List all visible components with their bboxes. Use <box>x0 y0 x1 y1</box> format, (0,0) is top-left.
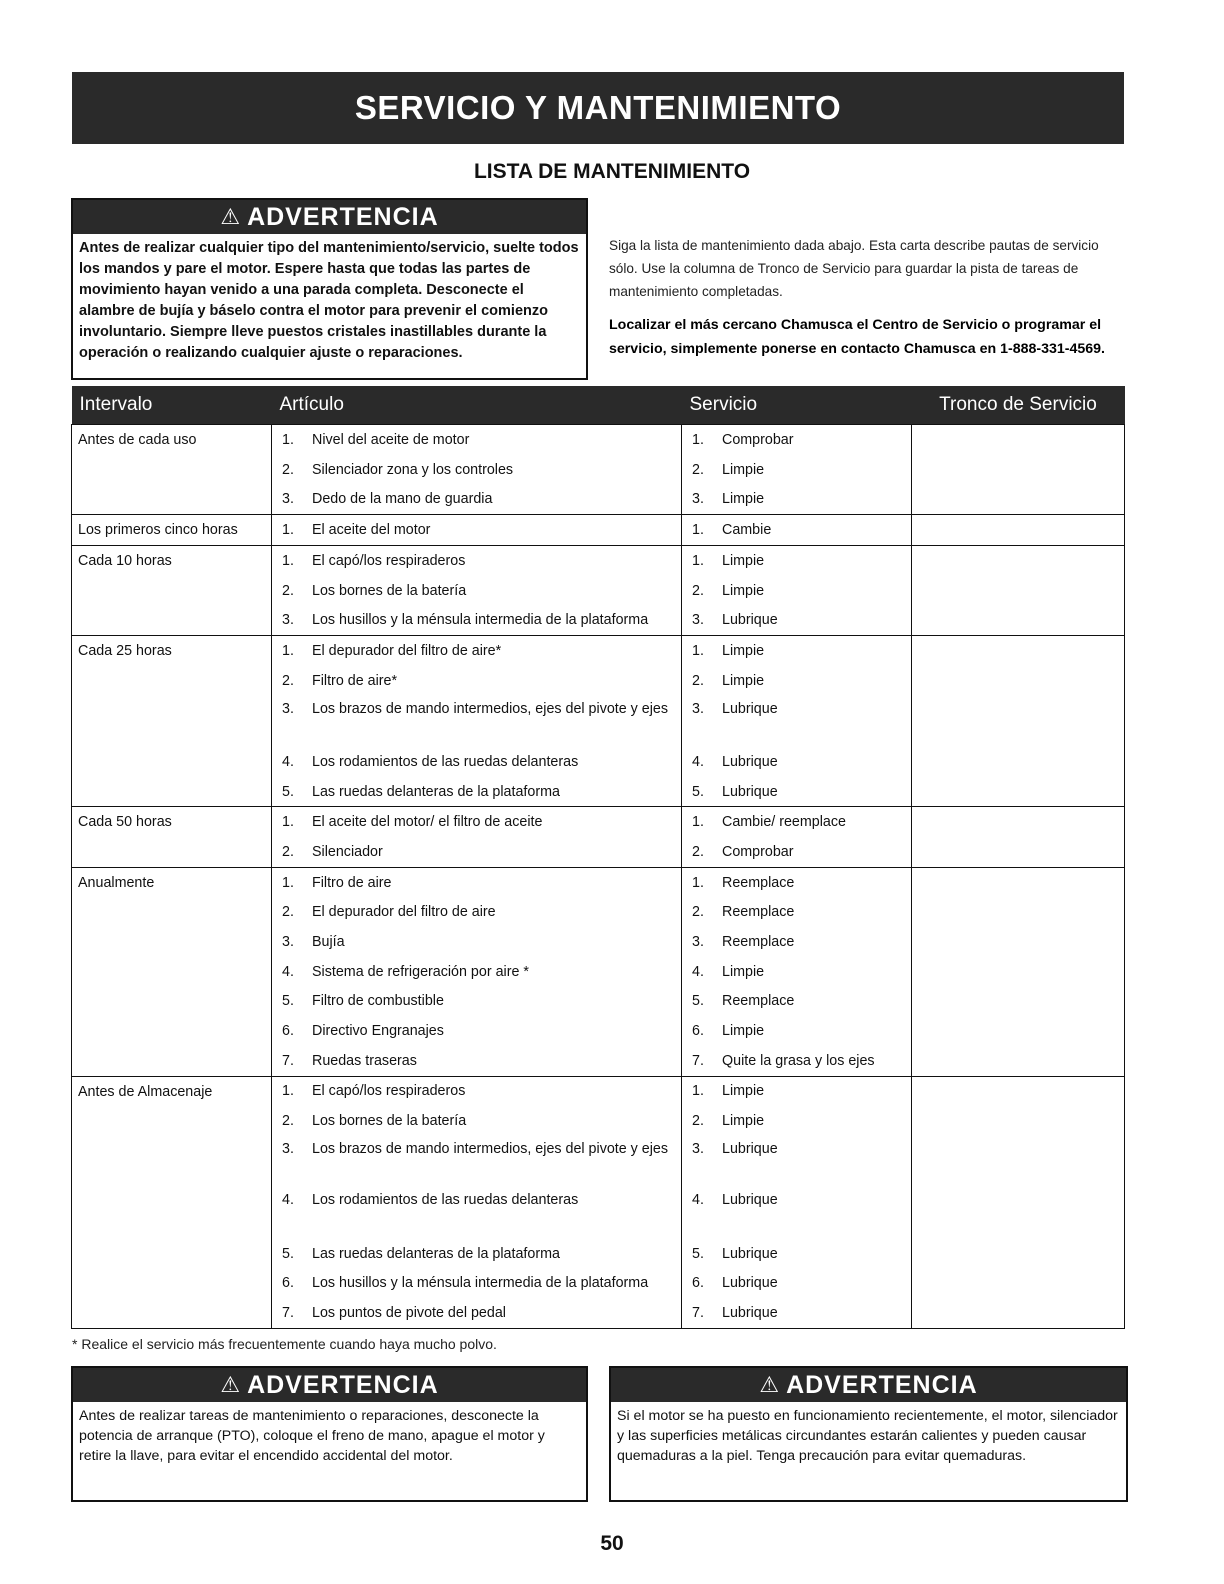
service-text: Cambie <box>722 521 772 538</box>
item-text: Filtro de aire* <box>312 672 398 689</box>
service-text: Reemplace <box>722 993 795 1010</box>
service-text: Lubrique <box>722 1305 778 1322</box>
item-text: El capó/los respiraderos <box>312 552 466 569</box>
service-line <box>682 425 911 455</box>
section-title: SERVICIO Y MANTENIMIENTO <box>354 89 842 126</box>
service-text: Limpie <box>722 582 765 599</box>
item-line <box>272 1016 681 1046</box>
service-line <box>682 807 911 837</box>
item-line <box>272 425 681 455</box>
interval-cell: Cada 50 horas <box>72 807 272 867</box>
item-number: 5. <box>692 1245 704 1262</box>
item-number: 1. <box>282 521 294 538</box>
item-line <box>272 636 681 666</box>
item-number: 2. <box>282 582 294 599</box>
item-cell <box>272 515 682 546</box>
table-row <box>72 425 1125 515</box>
item-text: Ruedas traseras <box>312 1052 417 1069</box>
item-number: 2. <box>282 843 294 860</box>
item-text: Directivo Engranajes <box>312 1023 444 1040</box>
item-number: 4. <box>692 963 704 980</box>
service-line <box>682 605 911 635</box>
service-line <box>682 484 911 514</box>
service-text: Lubrique <box>722 1275 778 1292</box>
item-number: 7. <box>692 1052 704 1069</box>
warning-triangle-icon: ⚠ <box>759 1372 781 1397</box>
service-cell <box>682 546 912 636</box>
intro-contact-text: Localizar el más cercano Chamusca el Centro de Servicio o programar el servicio, simplemente ponerse en contacto Chamusca en 1-888-331-4569. <box>609 317 1105 357</box>
warning-title: ⚠ ADVERTENCIA <box>73 200 586 234</box>
item-number: 3. <box>692 491 704 508</box>
warning-triangle-icon: ⚠ <box>220 1372 242 1397</box>
item-number: 2. <box>282 461 294 478</box>
item-line <box>272 576 681 606</box>
warning-text: Si el motor se ha puesto en funcionamiento recientemente, el motor, silenciador y las superficies metálicas circundantes estarán calientes y pueden causar quemaduras a la piel. Tenga precaución para evitar quemaduras. <box>617 1408 1118 1464</box>
table-row <box>72 1076 1125 1328</box>
item-text: El depurador del filtro de aire* <box>312 642 502 659</box>
item-line <box>272 1106 681 1136</box>
item-number: 6. <box>282 1023 294 1040</box>
item-text: Bujía <box>312 933 345 950</box>
item-text: Los rodamientos de las ruedas delanteras <box>312 1192 579 1209</box>
service-line <box>682 666 911 696</box>
item-line <box>272 546 681 576</box>
item-number: 1. <box>692 431 704 448</box>
page-number: 50 <box>600 1532 624 1555</box>
service-text: Lubrique <box>722 783 778 800</box>
item-number: 1. <box>282 552 294 569</box>
item-number: 1. <box>692 814 704 831</box>
item-text: Las ruedas delanteras de la plataforma <box>312 783 560 800</box>
interval-cell: Anualmente <box>72 867 272 1076</box>
service-text: Reemplace <box>722 874 795 891</box>
item-line <box>272 515 681 545</box>
warning-box-bottom-right <box>609 1366 1128 1502</box>
service-line <box>682 747 911 777</box>
item-number: 1. <box>282 874 294 891</box>
service-line <box>682 777 911 807</box>
service-text: Limpie <box>722 672 765 689</box>
warning-text: Antes de realizar tareas de mantenimiento o reparaciones, desconecte la potencia de arranque (PTO), coloque el freno de mano, apague el motor y retire la llave, para evitar el encendido accidental del motor. <box>79 1408 545 1464</box>
item-line <box>272 1077 681 1107</box>
service-line <box>682 927 911 957</box>
service-text: Comprobar <box>722 431 794 448</box>
item-text: Filtro de combustible <box>312 993 444 1010</box>
table-row <box>72 807 1125 867</box>
service-cell <box>682 807 912 867</box>
item-number: 5. <box>692 783 704 800</box>
service-line <box>682 1269 911 1299</box>
table-row <box>72 515 1125 546</box>
item-cell <box>272 1076 682 1328</box>
section-header-bar <box>72 72 1124 144</box>
item-line <box>272 696 681 748</box>
item-number: 3. <box>692 933 704 950</box>
item-text: El depurador del filtro de aire <box>312 904 496 921</box>
item-number: 4. <box>692 753 704 770</box>
item-number: 3. <box>692 700 704 717</box>
item-number: 2. <box>692 582 704 599</box>
item-number: 7. <box>282 1052 294 1069</box>
service-log-cell[interactable] <box>912 1076 1125 1328</box>
service-text: Lubrique <box>722 753 778 770</box>
item-line <box>272 1269 681 1299</box>
item-line <box>272 455 681 485</box>
item-cell <box>272 867 682 1076</box>
service-line <box>682 1298 911 1328</box>
item-number: 7. <box>692 1305 704 1322</box>
item-text: Las ruedas delanteras de la plataforma <box>312 1245 560 1262</box>
service-line <box>682 957 911 987</box>
service-line <box>682 515 911 545</box>
item-number: 3. <box>282 612 294 629</box>
service-log-cell[interactable] <box>912 867 1125 1076</box>
item-text: Los rodamientos de las ruedas delanteras <box>312 753 579 770</box>
item-number: 1. <box>282 814 294 831</box>
service-line <box>682 1046 911 1076</box>
item-text: Los husillos y la ménsula intermedia de la plataforma <box>312 612 649 629</box>
table-header-row <box>72 386 1125 425</box>
interval-cell: Los primeros cinco horas <box>72 515 272 546</box>
service-line <box>682 1239 911 1269</box>
service-cell <box>682 515 912 546</box>
page-subtitle: LISTA DE MANTENIMIENTO <box>473 160 751 183</box>
item-line <box>272 747 681 777</box>
interval-cell: Cada 10 horas <box>72 546 272 636</box>
item-line <box>272 927 681 957</box>
item-number: 2. <box>282 672 294 689</box>
item-number: 5. <box>282 783 294 800</box>
service-text: Limpie <box>722 461 765 478</box>
item-number: 5. <box>282 993 294 1010</box>
interval-cell: Antes de cada uso <box>72 425 272 515</box>
service-line <box>682 837 911 867</box>
item-number: 2. <box>692 843 704 860</box>
item-line <box>272 1046 681 1076</box>
item-line <box>272 1136 681 1188</box>
maintenance-table <box>71 386 1125 1329</box>
item-number: 2. <box>692 904 704 921</box>
item-number: 1. <box>692 552 704 569</box>
item-number: 5. <box>282 1245 294 1262</box>
item-number: 1. <box>282 431 294 448</box>
item-text: El aceite del motor <box>312 521 431 538</box>
service-cell <box>682 867 912 1076</box>
item-line <box>272 605 681 635</box>
item-number: 5. <box>692 993 704 1010</box>
item-line <box>272 987 681 1017</box>
item-number: 2. <box>692 672 704 689</box>
item-text: Sistema de refrigeración por aire * <box>312 963 529 980</box>
table-row <box>72 636 1125 807</box>
item-number: 3. <box>692 612 704 629</box>
item-number: 3. <box>692 1140 704 1157</box>
item-line <box>272 484 681 514</box>
service-line <box>682 636 911 666</box>
service-text: Cambie/ reemplace <box>722 814 846 831</box>
service-log-cell[interactable] <box>912 515 1125 546</box>
service-text: Quite la grasa y los ejes <box>722 1052 875 1069</box>
service-text: Limpie <box>722 963 765 980</box>
service-text: Limpie <box>722 1023 765 1040</box>
item-cell <box>272 807 682 867</box>
item-number: 2. <box>692 461 704 478</box>
item-number: 1. <box>692 1083 704 1100</box>
service-cell <box>682 1076 912 1328</box>
service-log-cell[interactable] <box>912 425 1125 515</box>
item-text: El capó/los respiraderos <box>312 1083 466 1100</box>
item-cell <box>272 425 682 515</box>
warning-triangle-icon: ⚠ <box>220 204 242 229</box>
item-line <box>272 868 681 898</box>
item-text: Los bornes de la batería <box>312 582 467 599</box>
item-text: Los bornes de la batería <box>312 1113 467 1130</box>
service-text: Limpie <box>722 1083 765 1100</box>
item-number: 1. <box>692 521 704 538</box>
interval-cell: Antes de Almacenaje <box>72 1076 272 1328</box>
table-row <box>72 867 1125 1076</box>
service-line <box>682 868 911 898</box>
service-line <box>682 1136 911 1188</box>
service-text: Limpie <box>722 1113 765 1130</box>
service-text: Lubrique <box>722 612 778 629</box>
item-text: Nivel del aceite de motor <box>312 431 470 448</box>
interval-cell: Cada 25 horas <box>72 636 272 807</box>
item-line <box>272 807 681 837</box>
service-text: Lubrique <box>722 700 778 717</box>
item-line <box>272 837 681 867</box>
item-text: Los brazos de mando intermedios, ejes del pivote y ejes <box>312 700 669 717</box>
item-number: 3. <box>282 933 294 950</box>
service-line <box>682 1187 911 1239</box>
item-line <box>272 1239 681 1269</box>
service-text: Reemplace <box>722 904 795 921</box>
item-number: 4. <box>692 1192 704 1209</box>
footnote: * Realice el servicio más frecuentemente cuando haya mucho polvo. <box>72 1336 497 1352</box>
item-line <box>272 897 681 927</box>
item-number: 2. <box>282 1113 294 1130</box>
warning-box-bottom-left <box>71 1366 588 1502</box>
item-line <box>272 957 681 987</box>
item-number: 3. <box>282 1140 294 1157</box>
table-row <box>72 546 1125 636</box>
service-text: Limpie <box>722 642 765 659</box>
item-number: 4. <box>282 753 294 770</box>
service-cell <box>682 636 912 807</box>
service-line <box>682 546 911 576</box>
item-text: Filtro de aire <box>312 874 392 891</box>
header-item: Artículo <box>272 386 682 425</box>
item-number: 1. <box>692 642 704 659</box>
header-service-log: Tronco de Servicio <box>912 386 1125 425</box>
intro-text: Siga la lista de mantenimiento dada abajo. Esta carta describe pautas de servicio sólo. Use la columna de Tronco de Servicio para guardar la pista de tareas de mantenimiento completadas. <box>609 238 1099 299</box>
service-log-cell[interactable] <box>912 807 1125 867</box>
warning-text: Antes de realizar cualquier tipo del mantenimiento/servicio, suelte todos los mandos y pare el motor. Espere hasta que todas las partes de movimiento hayan venido a una parada completa. Desconecte el alambre de bujía y báselo contra el motor para prevenir el comienzo involuntario. Siempre lleve puestos cristales inastillables durante la operación o realizando cualquier ajuste o reparaciones. <box>79 240 579 361</box>
service-line <box>682 1106 911 1136</box>
service-line <box>682 696 911 748</box>
service-line <box>682 455 911 485</box>
item-number: 1. <box>282 642 294 659</box>
warning-box-top <box>71 198 588 380</box>
item-number: 7. <box>282 1305 294 1322</box>
service-text: Lubrique <box>722 1140 778 1157</box>
item-cell <box>272 636 682 807</box>
service-line <box>682 987 911 1017</box>
item-text: Dedo de la mano de guardia <box>312 491 493 508</box>
item-text: Silenciador zona y los controles <box>312 461 514 478</box>
service-text: Limpie <box>722 552 765 569</box>
service-log-cell[interactable] <box>912 636 1125 807</box>
item-number: 4. <box>282 1192 294 1209</box>
item-text: Silenciador <box>312 843 383 860</box>
header-interval: Intervalo <box>72 386 272 425</box>
item-number: 6. <box>692 1023 704 1040</box>
item-number: 6. <box>692 1275 704 1292</box>
item-number: 4. <box>282 963 294 980</box>
service-text: Limpie <box>722 491 765 508</box>
warning-title: ⚠ ADVERTENCIA <box>611 1368 1126 1402</box>
item-text: Los husillos y la ménsula intermedia de la plataforma <box>312 1275 649 1292</box>
item-number: 1. <box>692 874 704 891</box>
service-line <box>682 576 911 606</box>
item-number: 1. <box>282 1083 294 1100</box>
item-text: Los puntos de pivote del pedal <box>312 1305 506 1322</box>
service-log-cell[interactable] <box>912 546 1125 636</box>
item-number: 6. <box>282 1275 294 1292</box>
service-text: Comprobar <box>722 843 794 860</box>
item-line <box>272 777 681 807</box>
service-line <box>682 1016 911 1046</box>
service-text: Lubrique <box>722 1245 778 1262</box>
item-text: Los brazos de mando intermedios, ejes del pivote y ejes <box>312 1140 669 1157</box>
warning-title: ⚠ ADVERTENCIA <box>73 1368 586 1402</box>
service-text: Lubrique <box>722 1192 778 1209</box>
item-cell <box>272 546 682 636</box>
item-number: 3. <box>282 491 294 508</box>
header-service: Servicio <box>682 386 912 425</box>
item-line <box>272 1187 681 1239</box>
item-line <box>272 666 681 696</box>
service-text: Reemplace <box>722 933 795 950</box>
intro-section <box>609 234 1129 361</box>
item-number: 2. <box>692 1113 704 1130</box>
item-number: 3. <box>282 700 294 717</box>
item-text: El aceite del motor/ el filtro de aceite <box>312 814 543 831</box>
service-cell <box>682 425 912 515</box>
item-number: 2. <box>282 904 294 921</box>
service-line <box>682 1077 911 1107</box>
item-line <box>272 1298 681 1328</box>
service-line <box>682 897 911 927</box>
